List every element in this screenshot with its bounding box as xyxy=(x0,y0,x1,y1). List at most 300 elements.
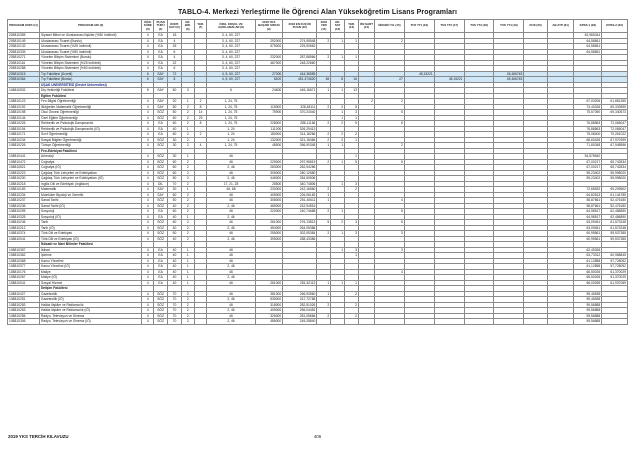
table-cell: 1 xyxy=(331,55,345,61)
table-cell: 240,74688 xyxy=(283,209,317,215)
table-cell: 2 xyxy=(181,159,194,165)
table-cell xyxy=(194,319,207,325)
program-code-cell: 108810226 xyxy=(8,121,40,127)
program-code-cell: 108810144 xyxy=(8,115,40,121)
table-cell: 4 xyxy=(142,66,154,72)
table-cell: 321,18466 xyxy=(283,137,317,143)
table-cell: 451,474620 xyxy=(283,77,317,83)
table-cell: 1 xyxy=(181,154,194,160)
table-cell: 75,57390 xyxy=(574,110,602,116)
program-name-cell: Sosyal Bilgiler Öğretmenliği xyxy=(40,137,142,143)
table-cell: 3, 4, 60, 227 xyxy=(207,44,255,50)
table-cell: 4 xyxy=(142,60,154,66)
table-cell: 1 xyxy=(317,198,331,204)
table-cell: 4 xyxy=(142,302,154,308)
table-cell: 4 xyxy=(142,115,154,121)
table-cell: 2 xyxy=(331,104,345,110)
table-cell: 4 xyxy=(142,236,154,242)
table-cell: 280,12680 xyxy=(283,170,317,176)
table-cell: 4 xyxy=(142,275,154,281)
table-cell: 4 xyxy=(142,49,154,55)
table-cell: 111000 xyxy=(255,126,283,132)
table-cell xyxy=(404,319,434,325)
program-name-cell: Eğitim Fakültesi xyxy=(40,93,142,99)
table-cell: EA xyxy=(154,66,168,72)
program-code-cell: 108810176 xyxy=(8,269,40,275)
table-cell: 5 xyxy=(142,88,154,94)
table-cell: 1 xyxy=(181,269,194,275)
table-cell: 46, 68 xyxy=(207,187,255,193)
table-cell: 281,05666 xyxy=(283,313,317,319)
program-name-cell: Sanat Tarihi (İÖ) xyxy=(40,203,142,209)
table-cell: 6 xyxy=(168,66,182,72)
program-code-cell: 205810288 xyxy=(8,66,40,72)
table-cell: 61,573248 xyxy=(602,220,628,226)
table-cell: 60,95561 xyxy=(574,231,602,237)
table-cell: 66,50026 xyxy=(574,269,602,275)
table-cell: 59,537385 xyxy=(602,236,628,242)
table-cell: SÖZ xyxy=(154,291,168,297)
table-cell: 40 xyxy=(168,280,182,286)
program-name-cell: Uluslararası Ticaret (Burslu) xyxy=(40,38,142,44)
table-cell: SÖZ xyxy=(154,297,168,303)
table-cell: 1 xyxy=(317,280,331,286)
table-cell: 1 xyxy=(345,253,359,259)
table-cell: 8 xyxy=(168,77,182,83)
table-cell: 1 xyxy=(331,38,345,44)
program-code-cell: 108810472 xyxy=(8,159,40,165)
table-cell: 58,87661 xyxy=(574,203,602,209)
table-cell: 61,937069 xyxy=(602,280,628,286)
program-name-cell: İngiliz Dili ve Edebiyatı (İngilizce) xyxy=(40,181,142,187)
program-name-cell: Radyo, Televizyon ve Sinema xyxy=(40,313,142,319)
column-header: ÖN ŞART (14) xyxy=(358,20,374,33)
table-cell: 1 xyxy=(181,214,194,220)
table-cell: 1 xyxy=(331,247,345,253)
table-cell: 64,58651 xyxy=(574,44,602,50)
table-cell: 6 xyxy=(207,88,255,94)
program-name-cell: Uluslararası Ticaret (%25 İndirimli) xyxy=(40,44,142,50)
table-cell: 225,90662 xyxy=(283,44,317,50)
table-cell: 340,74806 xyxy=(283,181,317,187)
table-cell: 4 xyxy=(142,280,154,286)
table-cell: 70 xyxy=(168,313,182,319)
table-cell: 4 xyxy=(374,198,404,204)
table-cell: 8 xyxy=(194,121,207,127)
table-cell: 1 xyxy=(317,143,331,149)
table-cell: 1 xyxy=(331,231,345,237)
table-cell: 3 xyxy=(345,247,359,253)
table-cell: 27 xyxy=(374,77,404,83)
table-cell: SAY xyxy=(154,77,168,83)
table-cell: 46 xyxy=(207,170,255,176)
table-cell: 370,24040 xyxy=(283,110,317,116)
program-name-cell: Halkla İlişkiler ve Reklamcılık xyxy=(40,302,142,308)
program-name-cell: Maliye xyxy=(40,269,142,275)
table-cell: 64,98517 xyxy=(574,214,602,220)
table-cell xyxy=(602,319,628,325)
table-cell: 1 xyxy=(331,115,345,121)
table-cell: 27000 xyxy=(255,71,283,77)
table-cell: 40 xyxy=(168,236,182,242)
table-cell: 2 xyxy=(345,291,359,297)
table-cell: 3, 4, 60, 227 xyxy=(207,55,255,61)
table-cell: 24600 xyxy=(255,88,283,94)
program-name-cell: Matematik xyxy=(40,187,142,193)
table-cell: 2, 46 xyxy=(207,308,255,314)
table-cell: 5 xyxy=(345,104,359,110)
table-cell: 281,52113 xyxy=(283,280,317,286)
table-cell: 60,95561 xyxy=(574,236,602,242)
table-cell: 5 xyxy=(374,110,404,116)
table-cell: 1, 24, 75 xyxy=(207,143,255,149)
table-cell: 454000 xyxy=(255,225,283,231)
table-cell: 2 xyxy=(317,121,331,127)
table-cell: 5 xyxy=(374,159,404,165)
table-cell: 2 xyxy=(181,181,194,187)
table-cell: 67,948596 xyxy=(602,143,628,149)
program-code-cell: 108810374 xyxy=(8,231,40,237)
table-cell: 3, 4, 60, 227 xyxy=(207,33,255,39)
table-cell: 381000 xyxy=(255,291,283,297)
table-cell: EA xyxy=(154,49,168,55)
program-code-cell: 108810244 xyxy=(8,137,40,143)
table-cell: 60,968845 xyxy=(602,253,628,259)
table-cell: 2 xyxy=(181,192,194,198)
table-cell: 2 xyxy=(358,99,374,105)
table-cell: 66,00255 xyxy=(574,280,602,286)
table-cell: 40 xyxy=(168,258,182,264)
table-cell: 2 xyxy=(181,203,194,209)
table-cell: 1 xyxy=(345,137,359,143)
table-cell: SÖZ xyxy=(154,159,168,165)
program-name-cell: Çağdaş Türk Lehçeleri ve Edebiyatları (İÖ) xyxy=(40,176,142,182)
table-cell: SÖZ xyxy=(154,313,168,319)
table-cell: 74,40326 xyxy=(574,104,602,110)
table-cell: 60 xyxy=(168,121,182,127)
program-name-cell: İletişim Fakültesi xyxy=(40,286,142,292)
table-cell: 16 xyxy=(345,77,359,83)
table-cell: DİL xyxy=(154,181,168,187)
table-cell: 314,18266 xyxy=(283,132,317,138)
table-cell: 287,88566 xyxy=(283,55,317,61)
table-cell: 22 xyxy=(168,60,182,66)
program-name-cell: Okul Öncesi Öğretmenliği xyxy=(40,110,142,116)
table-cell: 76,88563 xyxy=(574,126,602,132)
table-cell: 1 xyxy=(345,38,359,44)
program-name-cell: Radyo, Televizyon ve Sinema (İÖ) xyxy=(40,319,142,325)
table-cell: 2, 46 xyxy=(207,264,255,270)
table-cell: 4 xyxy=(142,110,154,116)
table-cell: 57,728052 xyxy=(602,264,628,270)
table-cell: 72,065047 xyxy=(602,126,628,132)
table-cell: 1, 24 xyxy=(207,132,255,138)
table-cell xyxy=(464,319,494,325)
program-name-cell: Tarih (İÖ) xyxy=(40,225,142,231)
table-cell: 248,22660 xyxy=(283,60,317,66)
table-cell: 1 xyxy=(317,291,331,297)
table-cell: SAY xyxy=(154,192,168,198)
table-cell: 4 xyxy=(194,143,207,149)
table-cell xyxy=(374,319,404,325)
table-cell: 72,65532 xyxy=(574,187,602,193)
table-cell: 72,065047 xyxy=(602,121,628,127)
table-cell: 63,09451 xyxy=(574,220,602,226)
table-cell: 4 xyxy=(142,258,154,264)
table-cell: 30 xyxy=(168,154,182,160)
table-cell: 1 xyxy=(345,280,359,286)
table-cell: 2 xyxy=(181,170,194,176)
table-cell: 230000 xyxy=(255,187,283,193)
table-cell: 2 xyxy=(317,55,331,61)
table-cell: SÖZ xyxy=(154,143,168,149)
table-cell: 308000 xyxy=(255,198,283,204)
table-cell: 2 xyxy=(317,313,331,319)
table-cell: EA xyxy=(154,269,168,275)
table-cell: 60 xyxy=(168,170,182,176)
table-cell: 2 xyxy=(345,313,359,319)
table-cell: 29 xyxy=(194,115,207,121)
table-cell: 61,881355 xyxy=(602,99,628,105)
table-cell: 46 xyxy=(207,231,255,237)
table-cell: 67,00217 xyxy=(574,165,602,171)
table-cell: SÖZ xyxy=(154,220,168,226)
table-cell: 1 xyxy=(331,181,345,187)
program-name-cell: Coğrafya (İÖ) xyxy=(40,165,142,171)
program-code-cell: 108810212 xyxy=(8,225,40,231)
table-cell: 395000 xyxy=(255,236,283,242)
table-cell: 2 xyxy=(374,38,404,44)
table-cell: 2 xyxy=(345,132,359,138)
table-cell: 60 xyxy=(168,209,182,215)
table-cell: 446000 xyxy=(255,176,283,182)
table-cell: 46 xyxy=(207,209,255,215)
table-cell: SÖZ xyxy=(154,110,168,116)
table-cell: 46 xyxy=(207,247,255,253)
table-cell: SÖZ xyxy=(154,137,168,143)
table-cell: 2, 46 xyxy=(207,225,255,231)
table-cell: 50 xyxy=(168,110,182,116)
table-cell: 2 xyxy=(317,302,331,308)
table-cell: 266,93560 xyxy=(283,291,317,297)
table-cell: 2 xyxy=(317,104,331,110)
table-cell: 30 xyxy=(168,137,182,143)
table-cell: 46 xyxy=(207,220,255,226)
program-code-cell: 108810236 xyxy=(8,203,40,209)
column-header: TUS T71 (16) xyxy=(404,20,434,33)
table-cell: 467000 xyxy=(255,60,283,66)
table-cell: 2 xyxy=(181,308,194,314)
program-code-cell: 108810325 xyxy=(8,214,40,220)
table-cell: SÖZ xyxy=(154,225,168,231)
table-cell: 4 xyxy=(142,121,154,127)
table-cell: 61,12858 xyxy=(574,258,602,264)
table-cell: 180000 xyxy=(255,132,283,138)
table-cell: 2, 46 xyxy=(207,214,255,220)
program-name-cell: Siyaset Bilimi ve Uluslararası İlişkiler (%50 İndirimli) xyxy=(40,33,142,39)
table-cell: 6 xyxy=(374,121,404,127)
program-code-cell: 108810123 xyxy=(8,99,40,105)
program-name-cell: Halkla İlişkiler ve Reklamcılık (İÖ) xyxy=(40,308,142,314)
table-cell: 2 xyxy=(317,38,331,44)
table-cell: 46 xyxy=(207,258,255,264)
table-cell: 40 xyxy=(168,264,182,270)
table-cell: 4 xyxy=(142,187,154,193)
column-header: KONT. SAYI (5) xyxy=(168,20,182,33)
table-cell: 4 xyxy=(142,319,154,325)
table-cell: 69,340573 xyxy=(602,110,628,116)
table-cell: 1 xyxy=(345,154,359,160)
program-code-cell: 108810237 xyxy=(8,198,40,204)
table-cell: 132000 xyxy=(255,137,283,143)
table-cell: 276,13813 xyxy=(283,220,317,226)
table-cell: 228000 xyxy=(255,121,283,127)
table-cell: 59,23402 xyxy=(574,176,602,182)
table-cell: 2 xyxy=(317,132,331,138)
table-cell: SAY xyxy=(154,187,168,193)
table-cell: 2 xyxy=(194,132,207,138)
table-cell: EA xyxy=(154,44,168,50)
table-cell: 4 xyxy=(142,203,154,209)
table-cell: EA xyxy=(154,253,168,259)
column-header: OK. BİR. (6) xyxy=(181,20,194,33)
table-cell: 2 xyxy=(181,231,194,237)
table-cell: 4 xyxy=(142,143,154,149)
page-title: TABLO-4. Merkezi Yerleştirme İle Öğrenci Alan Yükseköğretim Lisans Programları xyxy=(177,9,458,16)
program-code-cell: 108810295 xyxy=(8,209,40,215)
table-cell: 62,49326 xyxy=(574,247,602,253)
table-cell: 2 xyxy=(181,319,194,325)
program-code-cell: 108810171 xyxy=(8,132,40,138)
table-cell: 4 xyxy=(142,137,154,143)
table-cell xyxy=(331,319,345,325)
table-cell: 60 xyxy=(168,159,182,165)
column-header: PUAN TÜRÜ (4) xyxy=(154,20,168,33)
program-code-cell: 108810194 xyxy=(8,126,40,132)
table-cell: 5 xyxy=(374,220,404,226)
table-cell: 297,95819 xyxy=(283,159,317,165)
table-cell: 46 xyxy=(207,253,255,259)
table-cell: 4 xyxy=(142,44,154,50)
table-cell: 17, 21, 28 xyxy=(207,181,255,187)
column-header: YER. (7) xyxy=(194,20,207,33)
table-cell: 4, 5, 60, 227 xyxy=(207,71,255,77)
table-cell: 446,16671 xyxy=(283,88,317,94)
table-cell: 575000 xyxy=(255,44,283,50)
table-cell: 2 xyxy=(345,187,359,193)
table-cell xyxy=(494,319,524,325)
table-cell: 226,06183 xyxy=(283,192,317,198)
table-cell: 1 xyxy=(181,247,194,253)
table-cell: 4 xyxy=(142,220,154,226)
table-cell: 71,80348 xyxy=(574,143,602,149)
table-cell: 232000 xyxy=(255,55,283,61)
table-cell: 70 xyxy=(168,319,182,325)
table-cell: 3 xyxy=(345,220,359,226)
table-cell xyxy=(434,319,464,325)
table-cell: 2 xyxy=(317,209,331,215)
table-cell: 4 xyxy=(142,55,154,61)
table-cell: 2 xyxy=(181,110,194,116)
table-cell: 328,48111 xyxy=(283,104,317,110)
column-header: KPSS-1 (22) xyxy=(574,20,602,33)
table-cell: 68,60426 xyxy=(574,137,602,143)
program-name-cell: Türk Dili ve Edebiyatı xyxy=(40,231,142,237)
table-cell: 75,08400 xyxy=(574,132,602,138)
table-cell: 405000 xyxy=(255,192,283,198)
program-name-cell: İktisadi ve İdari Bilimler Fakültesi xyxy=(40,242,142,248)
table-cell: 59,56888 xyxy=(574,319,602,325)
program-code-cell: 108810246 xyxy=(8,220,40,226)
table-cell: 2 xyxy=(181,198,194,204)
program-name-cell: Yönetim Bilişim Sistemleri (%25 İndirimli) xyxy=(40,60,142,66)
table-cell: 5 xyxy=(345,121,359,127)
table-cell: SÖZ xyxy=(154,203,168,209)
table-cell: 62,965344 xyxy=(574,33,602,39)
table-cell: 70 xyxy=(168,181,182,187)
column-header: ÖNCEKİ YIL (15) xyxy=(374,20,404,33)
table-cell: 58,87661 xyxy=(574,198,602,204)
table-cell: 4 xyxy=(168,55,182,61)
table-cell: 64,58651 xyxy=(574,38,602,44)
table-cell: EA xyxy=(154,60,168,66)
table-cell: 2 xyxy=(181,165,194,171)
program-code-cell: 108810230 xyxy=(8,176,40,182)
table-cell: 3, 4, 60, 227 xyxy=(207,66,255,72)
column-header: PROGRAM KODU (1) xyxy=(8,20,40,33)
table-cell: 46 xyxy=(207,302,255,308)
table-cell: 6 xyxy=(142,77,154,83)
table-cell: SAY xyxy=(154,99,168,105)
table-cell: 2 xyxy=(331,137,345,143)
table-cell: 62,486890 xyxy=(602,214,628,220)
table-cell: 48500 xyxy=(255,143,283,149)
program-code-cell: 108810267 xyxy=(8,275,40,281)
table-cell: 1 xyxy=(345,115,359,121)
table-cell: 60 xyxy=(168,165,182,171)
table-cell: 59,56888 xyxy=(574,308,602,314)
table-cell: 4 xyxy=(142,170,154,176)
table-cell: SÖZ xyxy=(154,165,168,171)
program-code-cell: 108810183 xyxy=(8,187,40,193)
program-name-cell: Moleküler Biyoloji ve Genetik xyxy=(40,192,142,198)
table-cell: 45,466745 xyxy=(494,77,524,83)
program-code-cell: 108810198 xyxy=(8,110,40,116)
table-cell: 30 xyxy=(168,143,182,149)
column-header: AB AYP (21) xyxy=(547,20,574,33)
program-code-cell: 108810441 xyxy=(8,154,40,160)
table-cell: 288,43386 xyxy=(283,236,317,242)
program-code-cell: 108810377 xyxy=(8,264,40,270)
table-cell: 225000 xyxy=(255,159,283,165)
program-name-cell: Türkçe Öğretmenliği xyxy=(40,143,142,149)
table-cell: EA xyxy=(154,33,168,39)
table-cell: 4 xyxy=(142,192,154,198)
table-cell: 1 xyxy=(181,258,194,264)
table-cell: 55,998020 xyxy=(602,170,628,176)
table-cell: 2 xyxy=(181,104,194,110)
table-cell: 45,15221 xyxy=(404,71,434,77)
table-cell: 2 xyxy=(194,99,207,105)
table-cell: 59,46538 xyxy=(574,297,602,303)
table-cell xyxy=(524,319,547,325)
table-cell: SÖZ xyxy=(154,154,168,160)
table-cell: 2, 46 xyxy=(207,297,255,303)
table-cell: SÖZ xyxy=(154,176,168,182)
table-cell: 69,209502 xyxy=(602,187,628,193)
table-cell: 40 xyxy=(168,247,182,253)
table-cell: 50 xyxy=(168,88,182,94)
